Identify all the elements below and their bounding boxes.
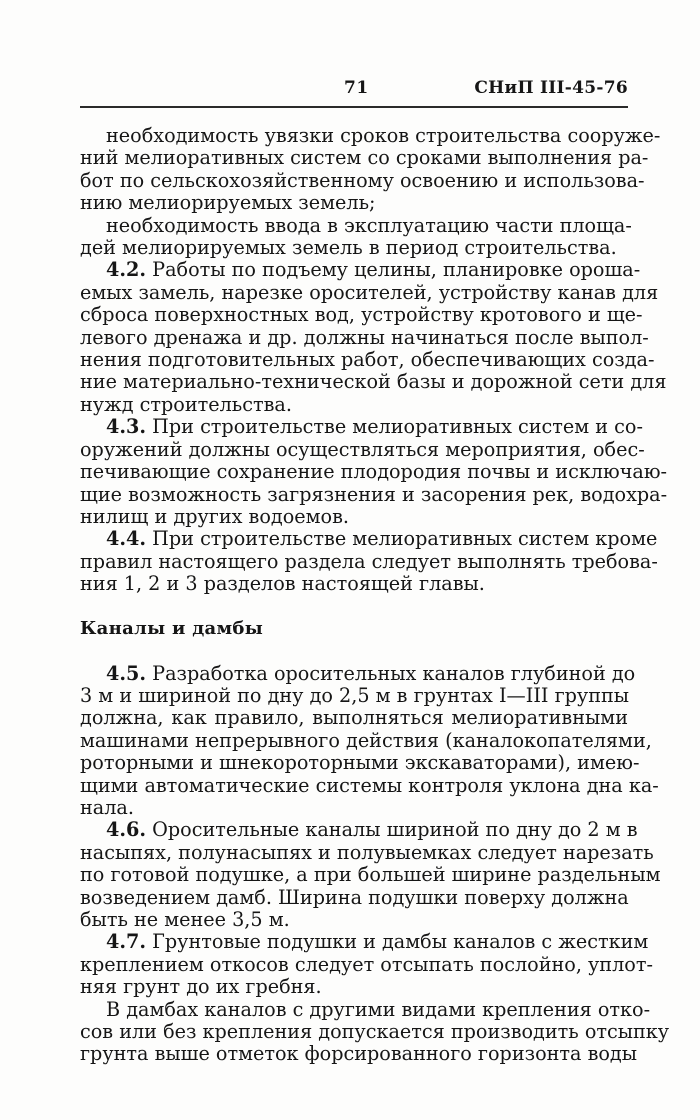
- text-fragment: Оросительные каналы шириной по дну до 2 м в: [146, 818, 638, 842]
- header-rule: [80, 106, 628, 108]
- text-line: В дамбах каналов с другими видами крепления отко-: [106, 997, 651, 1021]
- text-fragment: Работы по подъему целины, планировке ороша-: [146, 258, 641, 282]
- text-line: нения подготовительных работ, обеспечивающих созда-: [80, 348, 655, 372]
- text-line: сов или без крепления допускается производить отсыпку: [80, 1020, 670, 1044]
- text-line: дей мелиорируемых земель в период строительства.: [80, 236, 617, 260]
- clause-4-4-first-line: [80, 527, 658, 551]
- page-header: [80, 78, 628, 106]
- text-line: нию мелиорируемых земель;: [80, 191, 376, 215]
- text-line: ния 1, 2 и 3 разделов настоящей главы.: [80, 572, 485, 596]
- clause-4-7-first-line: [80, 930, 649, 954]
- section-heading: Каналы и дамбы: [80, 617, 264, 639]
- text-fragment: При строительстве мелиоративных систем кроме: [146, 527, 658, 551]
- text-fragment: При строительстве мелиоративных систем и со-: [146, 415, 643, 439]
- text-line: печивающие сохранение плодородия почвы и исключаю-: [80, 460, 668, 484]
- text-line: левого дренажа и др. должны начинаться после выпол-: [80, 325, 649, 349]
- text-line: бот по сельскохозяйственному освоению и использова-: [80, 168, 645, 192]
- text-line: необходимость ввода в эксплуатацию части площа-: [106, 213, 632, 237]
- text-line: правил настоящего раздела следует выполнять требова-: [80, 549, 658, 573]
- text-line: насыпях, полунасыпях и полувыемках следует нарезать: [80, 840, 654, 864]
- clause-number: 4.7.: [106, 930, 147, 954]
- clause-4-3-first-line: [80, 415, 643, 439]
- clause-4-6-first-line: [80, 818, 638, 842]
- text-line: по готовой подушке, а при большей ширине раздельным: [80, 863, 661, 887]
- text-line: оружений должны осуществляться мероприятия, обес-: [80, 437, 645, 461]
- text-line: должна, как правило, выполняться мелиоративными: [80, 706, 628, 730]
- clause-number: 4.5.: [106, 661, 147, 685]
- page-number: 71: [344, 78, 369, 98]
- text-line: нала.: [80, 795, 134, 819]
- body-text: [80, 124, 670, 1066]
- document-code: СНиП III-45-76: [474, 78, 628, 98]
- text-line: сброса поверхностных вод, устройству кротового и ще-: [80, 303, 643, 327]
- text-line: ние материально-технической базы и дорожной сети для: [80, 370, 667, 394]
- clause-number: 4.2.: [106, 258, 147, 282]
- text-line: креплением откосов следует отсыпать послойно, уплот-: [80, 952, 653, 976]
- text-line: быть не менее 3,5 м.: [80, 908, 290, 931]
- clause-4-2-first-line: [80, 258, 641, 282]
- text-fragment: Разработка оросительных каналов глубиной до: [146, 661, 636, 685]
- text-line: грунта выше отметок форсированного горизонта воды: [80, 1042, 638, 1066]
- text-line: необходимость увязки сроков строительства сооруже-: [106, 124, 661, 147]
- text-line: нилищ и других водоемов.: [80, 504, 349, 528]
- text-line: нужд строительства.: [80, 392, 292, 416]
- text-line: щими автоматические системы контроля уклона дна ка-: [80, 773, 659, 797]
- text-line: емых замель, нарезке оросителей, устройству канав для: [80, 280, 659, 304]
- text-line: возведением дамб. Ширина подушки поверху должна: [80, 885, 629, 909]
- text-line: роторными и шнекороторными экскаваторами), имею-: [80, 751, 640, 775]
- clause-number: 4.6.: [106, 818, 147, 842]
- text-line: ний мелиоративных систем со сроками выполнения ра-: [80, 146, 649, 170]
- text-line: 3 м и шириной по дну до 2,5 м в грунтах I—III группы: [80, 683, 630, 707]
- clause-number: 4.3.: [106, 415, 147, 439]
- text-line: машинами непрерывного действия (каналокопателями,: [80, 728, 652, 752]
- text-line: няя грунт до их гребня.: [80, 975, 322, 999]
- text-fragment: Грунтовые подушки и дамбы каналов с жестким: [146, 930, 649, 954]
- clause-number: 4.4.: [106, 527, 147, 551]
- clause-4-5-first-line: [80, 661, 636, 685]
- text-line: щие возможность загрязнения и засорения рек, водохра-: [80, 482, 668, 506]
